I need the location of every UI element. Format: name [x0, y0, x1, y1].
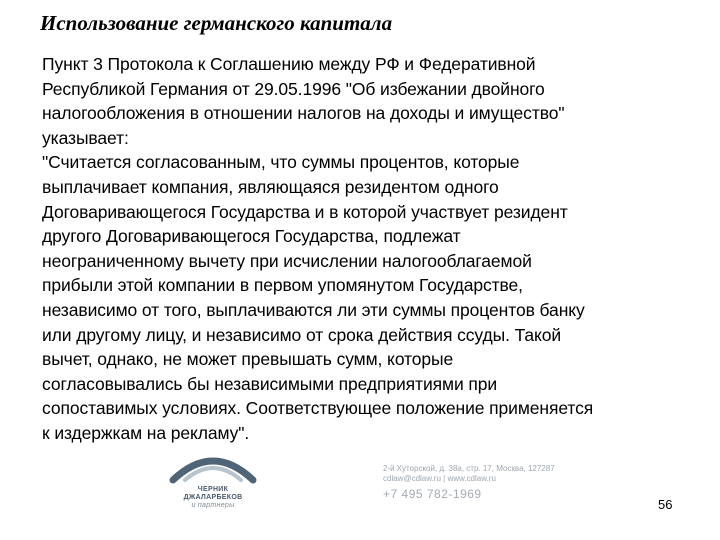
company-logo	[163, 446, 263, 526]
contact-block	[383, 464, 555, 502]
logo-text-line1: ЧЕРНИК	[197, 486, 229, 493]
body-line: выплачивает компания, являющаяся резидентом одного	[42, 176, 499, 197]
contact-address: 2-й Хуторской, д. 38а, стр. 17, Москва, 127287	[383, 464, 555, 473]
page-number: 56	[658, 497, 673, 512]
body-line: другого Договаривающегося Государства, подлежат	[42, 226, 461, 247]
contact-email-website: cdlaw@cdlaw.ru | www.cdlaw.ru	[383, 474, 496, 483]
body-line: налогообложения в отношении налогов на доходы и имущество"	[42, 103, 565, 124]
body-line: вычет, однако, не может превышать сумм, которые	[42, 349, 454, 370]
body-line: независимо от того, выплачиваются ли эти суммы процентов банку	[42, 299, 585, 320]
logo-text-line3: и партнеры	[191, 502, 235, 509]
body-line: сопоставимых условиях. Соответствующее положение применяется	[42, 398, 594, 419]
body-line: прибыли этой компании в первом упомянутом Государстве,	[42, 275, 523, 296]
slide-title: Использование германского капитала	[40, 11, 393, 35]
body-line: "Считается согласованным, что суммы процентов, которые	[42, 152, 520, 173]
slide-body-text	[42, 52, 702, 446]
logo-text-line2: ДЖАЛАРБЕКОВ	[183, 494, 243, 501]
body-line: указывает:	[42, 127, 129, 148]
footer	[0, 440, 720, 540]
body-line: Договаривающегося Государства и в которой участвует резидент	[42, 201, 568, 222]
body-line: к издержкам на рекламу".	[42, 422, 250, 443]
body-line: или другому лицу, и независимо от срока действия ссуды. Такой	[42, 324, 562, 345]
logo-arc-icon	[163, 446, 263, 486]
body-line: Пункт 3 Протокола к Соглашению между РФ и Федеративной	[42, 54, 536, 74]
body-line: Республикой Германия от 29.05.1996 "Об избежании двойного	[42, 78, 545, 99]
body-line: согласовывались бы независимыми предприятиями при	[42, 373, 498, 394]
contact-phone: +7 495 782-1969	[383, 487, 482, 501]
body-line: неограниченному вычету при исчислении налогооблагаемой	[42, 250, 532, 271]
